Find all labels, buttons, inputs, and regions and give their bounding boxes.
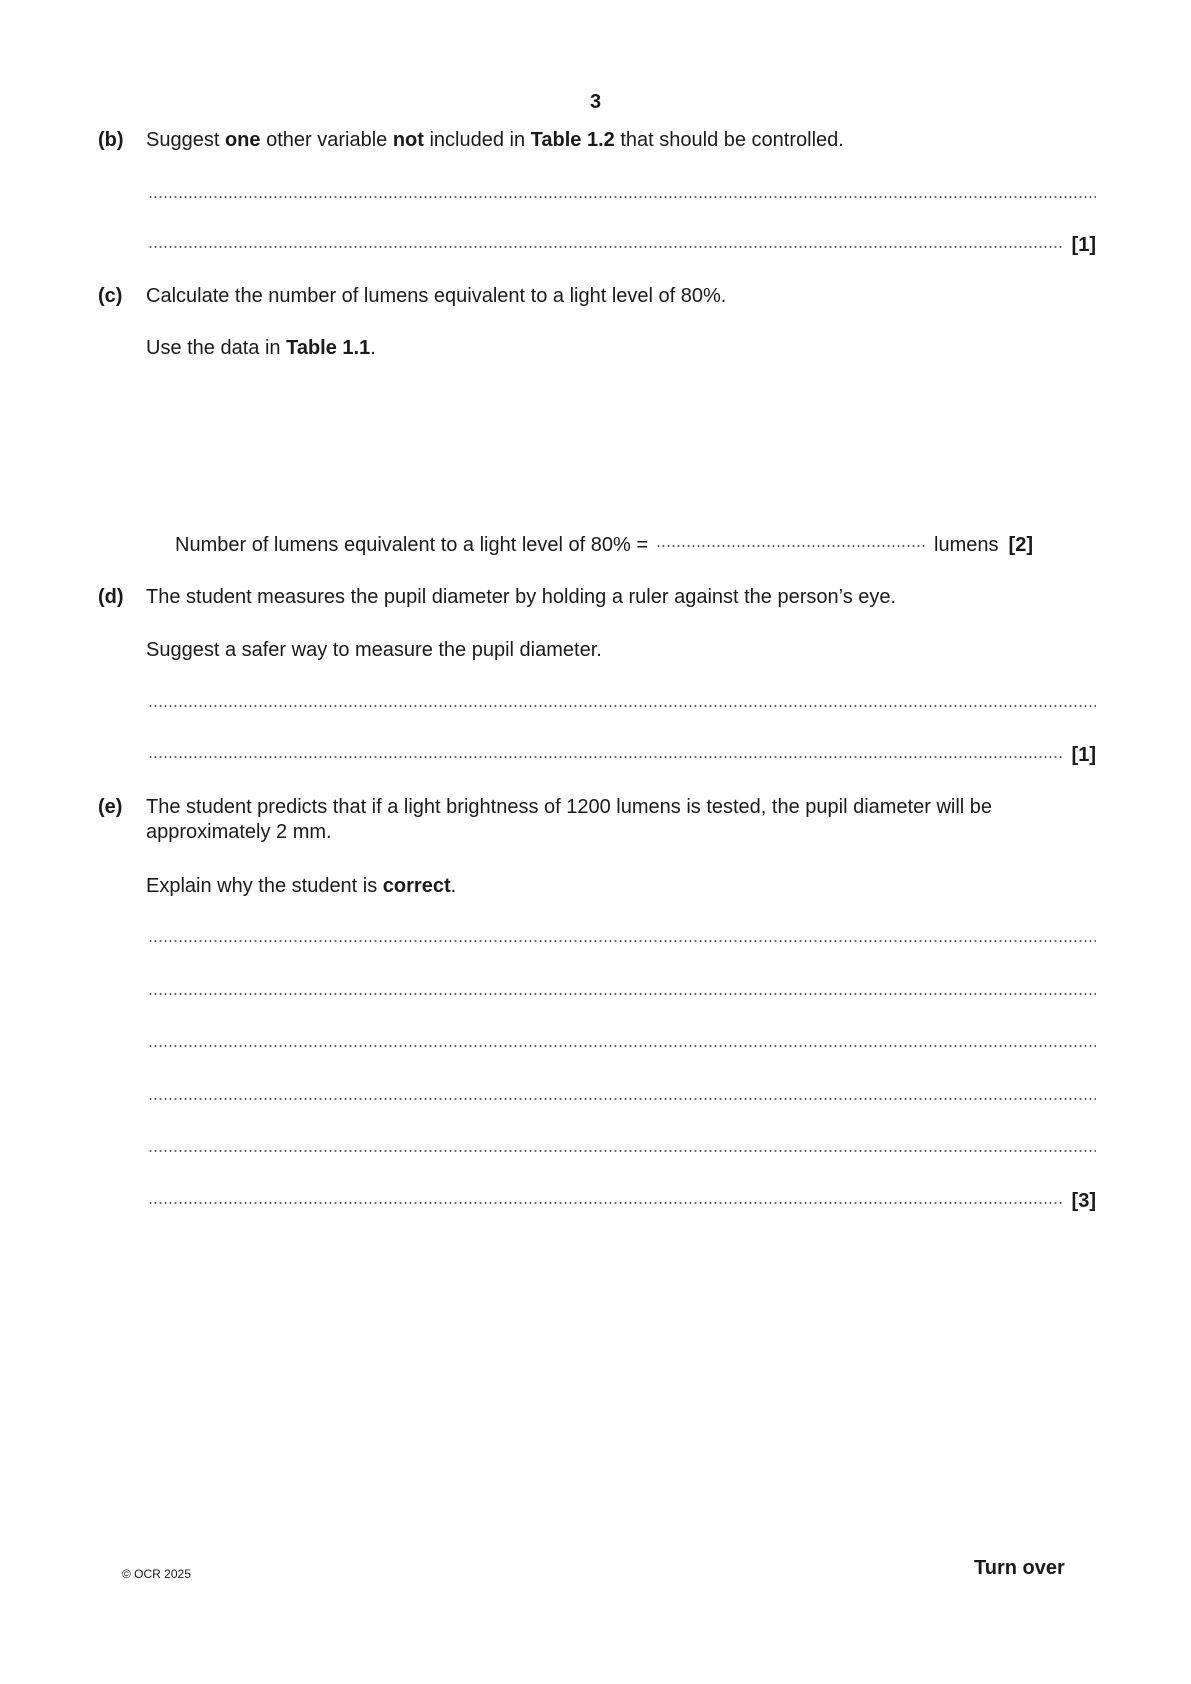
question-b-label: (b) [98, 129, 124, 151]
answer-line[interactable] [148, 245, 1063, 249]
answer-line[interactable] [148, 1097, 1096, 1101]
answer-line[interactable] [148, 992, 1096, 996]
question-c-text: Calculate the number of lumens equivalent to a light level of 80%. [146, 285, 727, 307]
question-e-mark: [3] [1071, 1190, 1096, 1212]
question-e-instruction-part: . [450, 875, 457, 897]
question-b-bold: not [392, 129, 424, 151]
question-b-text [146, 128, 1096, 153]
question-c-mark: [2] [1008, 534, 1033, 556]
question-c-label: (c) [98, 285, 123, 307]
question-d-text: The student measures the pupil diameter by holding a ruler against the person’s eye. [146, 586, 897, 608]
question-b-text-part: Suggest [146, 129, 225, 151]
turn-over-label: Turn over [974, 1557, 1065, 1579]
question-b-text-part: included in [423, 129, 531, 151]
question-c-answer-unit: lumens [934, 534, 999, 556]
answer-line[interactable] [148, 195, 1096, 199]
question-c-instruction-part: Use the data in [146, 337, 287, 359]
question-d-instruction: Suggest a safer way to measure the pupil diameter. [146, 639, 602, 661]
question-d-label: (d) [98, 586, 124, 608]
question-d-mark: [1] [1071, 744, 1096, 766]
question-b-text-part: other variable [260, 129, 393, 151]
answer-line[interactable] [148, 1149, 1096, 1153]
question-b-bold: Table 1.2 [530, 129, 615, 151]
answer-line[interactable] [148, 1044, 1096, 1048]
question-c-answer-row [175, 533, 1096, 558]
question-b-mark: [1] [1071, 234, 1096, 256]
answer-line[interactable] [148, 755, 1063, 759]
question-b-text-part: that should be controlled. [614, 129, 844, 151]
copyright-notice: © OCR 2025 [122, 1567, 191, 1581]
question-b-bold: one [224, 129, 261, 151]
question-c-instruction [146, 336, 376, 361]
question-e-instruction [146, 874, 456, 899]
question-e-instruction-part: Explain why the student is [146, 875, 383, 897]
answer-line[interactable] [148, 939, 1096, 943]
question-e-instruction-bold: correct [382, 875, 451, 897]
answer-line[interactable] [148, 1201, 1063, 1205]
question-e-text: The student predicts that if a light brightness of 1200 lumens is tested, the pupil diameter will be approximately 2 mm. [146, 796, 993, 843]
question-e-label: (e) [98, 796, 123, 818]
question-c-answer-prompt: Number of lumens equivalent to a light level of 80% = [175, 534, 649, 556]
question-c-instruction-bold: Table 1.1 [286, 337, 371, 359]
answer-line[interactable] [148, 704, 1096, 708]
question-c-instruction-part: . [370, 337, 376, 359]
question-c-answer-field[interactable] [656, 544, 926, 548]
page-number: 3 [589, 91, 602, 113]
